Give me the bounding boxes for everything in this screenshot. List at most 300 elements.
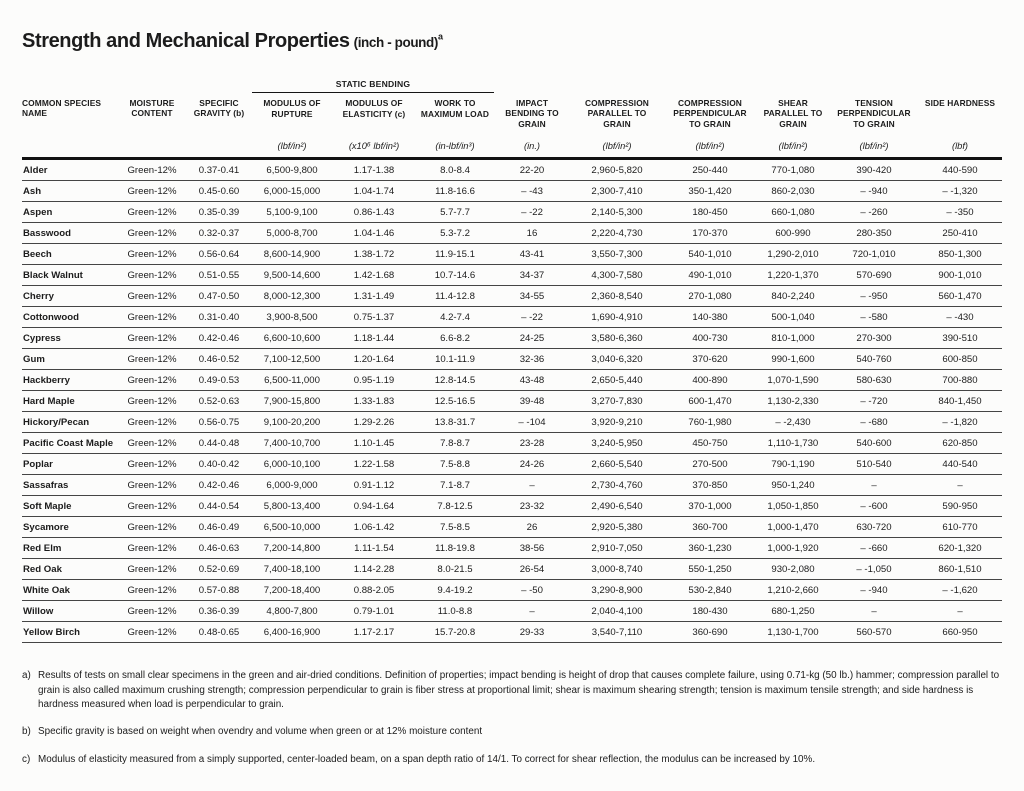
cell: 0.79-1.01	[332, 601, 416, 622]
cell: 5,100-9,100	[252, 202, 332, 223]
cell: 360-690	[664, 622, 756, 643]
species-name: Yellow Birch	[22, 622, 118, 643]
species-name: Beech	[22, 244, 118, 265]
cell: 1.04-1.74	[332, 181, 416, 202]
cell: 0.42-0.46	[186, 475, 252, 496]
cell: 2,960-5,820	[570, 159, 664, 181]
table-row	[22, 538, 1002, 559]
cell: 7.5-8.8	[416, 454, 494, 475]
cell: 0.91-1.12	[332, 475, 416, 496]
cell: 2,650-5,440	[570, 370, 664, 391]
cell: 8.0-21.5	[416, 559, 494, 580]
cell: 950-1,240	[756, 475, 830, 496]
species-name: Pacific Coast Maple	[22, 433, 118, 454]
column-unit	[118, 130, 186, 159]
table-row	[22, 370, 1002, 391]
cell: 700-880	[918, 370, 1002, 391]
cell: 0.32-0.37	[186, 223, 252, 244]
cell: – -950	[830, 286, 918, 307]
column-header: WORK TO MAXIMUM LOAD	[420, 98, 490, 119]
species-name: Ash	[22, 181, 118, 202]
cell: 15.7-20.8	[416, 622, 494, 643]
cell: Green-12%	[118, 159, 186, 181]
cell: 610-770	[918, 517, 1002, 538]
cell: 1,050-1,850	[756, 496, 830, 517]
cell: 370-850	[664, 475, 756, 496]
table-row	[22, 202, 1002, 223]
table-row	[22, 328, 1002, 349]
cell: 1,690-4,910	[570, 307, 664, 328]
group-header-spacer	[494, 79, 1002, 93]
cell: 6.6-8.2	[416, 328, 494, 349]
cell: – -1,620	[918, 580, 1002, 601]
column-headers-row	[22, 93, 1002, 131]
cell: Green-12%	[118, 622, 186, 643]
cell: 660-1,080	[756, 202, 830, 223]
table-row	[22, 580, 1002, 601]
cell: 6,500-9,800	[252, 159, 332, 181]
cell: Green-12%	[118, 538, 186, 559]
cell: 0.36-0.39	[186, 601, 252, 622]
cell: 2,220-4,730	[570, 223, 664, 244]
cell: 860-1,510	[918, 559, 1002, 580]
cell: 1.06-1.42	[332, 517, 416, 538]
cell: Green-12%	[118, 328, 186, 349]
species-name: Cypress	[22, 328, 118, 349]
cell: 1,130-1,700	[756, 622, 830, 643]
cell: 550-1,250	[664, 559, 756, 580]
cell: 1,070-1,590	[756, 370, 830, 391]
cell: 0.56-0.75	[186, 412, 252, 433]
cell: 600-1,470	[664, 391, 756, 412]
footnotes	[22, 669, 1002, 767]
cell: 1.17-1.38	[332, 159, 416, 181]
cell: 3,540-7,110	[570, 622, 664, 643]
cell: 3,580-6,360	[570, 328, 664, 349]
cell: 600-850	[918, 349, 1002, 370]
column-unit: (lbf)	[918, 130, 1002, 159]
cell: 810-1,000	[756, 328, 830, 349]
cell: Green-12%	[118, 433, 186, 454]
cell: 0.35-0.39	[186, 202, 252, 223]
cell: 790-1,190	[756, 454, 830, 475]
cell: 900-1,010	[918, 265, 1002, 286]
cell: 12.5-16.5	[416, 391, 494, 412]
cell: 140-380	[664, 307, 756, 328]
cell: 2,730-4,760	[570, 475, 664, 496]
cell: 270-1,080	[664, 286, 756, 307]
species-name: Alder	[22, 159, 118, 181]
cell: 2,920-5,380	[570, 517, 664, 538]
cell: 860-2,030	[756, 181, 830, 202]
column-header: SPECIFIC GRAVITY (b)	[193, 97, 245, 119]
table-row	[22, 391, 1002, 412]
species-name: Cottonwood	[22, 307, 118, 328]
cell: 6,600-10,600	[252, 328, 332, 349]
cell: 11.9-15.1	[416, 244, 494, 265]
cell: 9,500-14,600	[252, 265, 332, 286]
cell: 0.31-0.40	[186, 307, 252, 328]
cell: 34-55	[494, 286, 570, 307]
species-name: Poplar	[22, 454, 118, 475]
cell: 840-1,450	[918, 391, 1002, 412]
table-row	[22, 454, 1002, 475]
cell: – -720	[830, 391, 918, 412]
cell: –	[918, 601, 1002, 622]
cell: 590-950	[918, 496, 1002, 517]
cell: – -430	[918, 307, 1002, 328]
cell: 490-1,010	[664, 265, 756, 286]
cell: 32-36	[494, 349, 570, 370]
cell: 26	[494, 517, 570, 538]
cell: 370-620	[664, 349, 756, 370]
column-unit: (x10⁶ lbf/in²)	[332, 130, 416, 159]
table-row	[22, 622, 1002, 643]
cell: 9,100-20,200	[252, 412, 332, 433]
cell: 1.42-1.68	[332, 265, 416, 286]
table-row	[22, 181, 1002, 202]
cell: 7,100-12,500	[252, 349, 332, 370]
cell: 7,200-14,800	[252, 538, 332, 559]
table-header	[22, 79, 1002, 159]
cell: 990-1,600	[756, 349, 830, 370]
cell: 500-1,040	[756, 307, 830, 328]
cell: 0.57-0.88	[186, 580, 252, 601]
cell: 7.8-12.5	[416, 496, 494, 517]
cell: Green-12%	[118, 454, 186, 475]
cell: 0.48-0.65	[186, 622, 252, 643]
cell: 3,000-8,740	[570, 559, 664, 580]
cell: 7.8-8.7	[416, 433, 494, 454]
cell: 360-1,230	[664, 538, 756, 559]
footnote	[22, 669, 1002, 712]
table-row	[22, 475, 1002, 496]
cell: Green-12%	[118, 475, 186, 496]
cell: 1.22-1.58	[332, 454, 416, 475]
table-row	[22, 349, 1002, 370]
cell: 7,200-18,400	[252, 580, 332, 601]
cell: 23-32	[494, 496, 570, 517]
cell: 5,000-8,700	[252, 223, 332, 244]
column-header: MODULUS OF RUPTURE	[263, 98, 321, 119]
cell: 1,210-2,660	[756, 580, 830, 601]
cell: 620-850	[918, 433, 1002, 454]
cell: 1,130-2,330	[756, 391, 830, 412]
cell: 440-590	[918, 159, 1002, 181]
cell: 12.8-14.5	[416, 370, 494, 391]
cell: 3,900-8,500	[252, 307, 332, 328]
page-title-main: Strength and Mechanical Properties	[22, 30, 350, 52]
cell: 540-1,010	[664, 244, 756, 265]
column-unit: (lbf/in²)	[252, 130, 332, 159]
cell: 1.31-1.49	[332, 286, 416, 307]
column-unit: (lbf/in²)	[830, 130, 918, 159]
cell: – -660	[830, 538, 918, 559]
cell: 6,000-15,000	[252, 181, 332, 202]
cell: 510-540	[830, 454, 918, 475]
cell: 1,000-1,920	[756, 538, 830, 559]
species-name: Hickory/Pecan	[22, 412, 118, 433]
cell: 3,550-7,300	[570, 244, 664, 265]
species-name: Hackberry	[22, 370, 118, 391]
cell: 23-28	[494, 433, 570, 454]
cell: – -680	[830, 412, 918, 433]
cell: 5.3-7.2	[416, 223, 494, 244]
cell: 7.5-8.5	[416, 517, 494, 538]
cell: 1,110-1,730	[756, 433, 830, 454]
cell: 0.49-0.53	[186, 370, 252, 391]
cell: 34-37	[494, 265, 570, 286]
table-row	[22, 433, 1002, 454]
cell: 4.2-7.4	[416, 307, 494, 328]
cell: 22-20	[494, 159, 570, 181]
cell: Green-12%	[118, 244, 186, 265]
cell: 7,400-18,100	[252, 559, 332, 580]
cell: – -1,320	[918, 181, 1002, 202]
cell: 1.11-1.54	[332, 538, 416, 559]
table-row	[22, 286, 1002, 307]
cell: 850-1,300	[918, 244, 1002, 265]
footnote-text: Results of tests on small clear specimens in the green and air-dried conditions. Definition of properties; impact bending is height of drop that causes complete failure, using 0.71-kg (50 lb.) hammer; compression parallel to grain is also called maximum crushing strength; compression perpendicular to grain is fiber stress at proportional limit; shear is maximum shearing strength; tension is maximum tensile strength; and side hardness is hardness measured when load is perpendicular to grain.	[38, 670, 1000, 710]
cell: – -43	[494, 181, 570, 202]
cell: 1,000-1,470	[756, 517, 830, 538]
cell: 350-1,420	[664, 181, 756, 202]
cell: Green-12%	[118, 370, 186, 391]
table-row	[22, 223, 1002, 244]
species-name: Sassafras	[22, 475, 118, 496]
cell: 3,290-8,900	[570, 580, 664, 601]
cell: 1.10-1.45	[332, 433, 416, 454]
cell: – -350	[918, 202, 1002, 223]
cell: Green-12%	[118, 349, 186, 370]
properties-table	[22, 79, 1002, 643]
cell: 580-630	[830, 370, 918, 391]
cell: 400-730	[664, 328, 756, 349]
cell: 540-760	[830, 349, 918, 370]
species-name: Willow	[22, 601, 118, 622]
static-bending-group-header: STATIC BENDING	[252, 79, 494, 93]
cell: Green-12%	[118, 223, 186, 244]
cell: 1.20-1.64	[332, 349, 416, 370]
cell: Green-12%	[118, 265, 186, 286]
cell: 1.33-1.83	[332, 391, 416, 412]
cell: Green-12%	[118, 496, 186, 517]
cell: 180-430	[664, 601, 756, 622]
cell: 180-450	[664, 202, 756, 223]
cell: 250-410	[918, 223, 1002, 244]
cell: 3,040-6,320	[570, 349, 664, 370]
cell: 0.52-0.69	[186, 559, 252, 580]
cell: 2,660-5,540	[570, 454, 664, 475]
cell: 0.46-0.52	[186, 349, 252, 370]
cell: –	[830, 601, 918, 622]
cell: 6,000-10,100	[252, 454, 332, 475]
footnote-text: Modulus of elasticity measured from a simply supported, center-loaded beam, on a span depth ratio of 14/1. To correct for shear reflection, the modulus can be increased by 10%.	[38, 753, 816, 765]
cell: 0.51-0.55	[186, 265, 252, 286]
column-unit: (lbf/in²)	[664, 130, 756, 159]
cell: 540-600	[830, 433, 918, 454]
page-title	[22, 30, 1002, 53]
page-title-suffix: (inch - pound)	[353, 35, 438, 50]
cell: 0.52-0.63	[186, 391, 252, 412]
cell: Green-12%	[118, 202, 186, 223]
cell: 450-750	[664, 433, 756, 454]
cell: 400-890	[664, 370, 756, 391]
cell: 0.42-0.46	[186, 328, 252, 349]
cell: 43-48	[494, 370, 570, 391]
cell: 24-26	[494, 454, 570, 475]
cell: 3,240-5,950	[570, 433, 664, 454]
cell: Green-12%	[118, 307, 186, 328]
cell: 11.4-12.8	[416, 286, 494, 307]
footnote	[22, 725, 1002, 739]
cell: 1.18-1.44	[332, 328, 416, 349]
cell: –	[494, 475, 570, 496]
cell: 0.95-1.19	[332, 370, 416, 391]
cell: 0.45-0.60	[186, 181, 252, 202]
species-name: Cherry	[22, 286, 118, 307]
cell: 6,500-10,000	[252, 517, 332, 538]
cell: 4,800-7,800	[252, 601, 332, 622]
footnote-marker: c)	[22, 753, 31, 765]
cell: 11.0-8.8	[416, 601, 494, 622]
footnote-marker: b)	[22, 726, 31, 738]
table-row	[22, 601, 1002, 622]
table-row	[22, 559, 1002, 580]
cell: 280-350	[830, 223, 918, 244]
cell: 11.8-16.6	[416, 181, 494, 202]
footnote-text: Specific gravity is based on weight when ovendry and volume when green or at 12% moisture content	[38, 726, 483, 738]
column-header: MODULUS OF ELASTICITY (c)	[342, 98, 406, 119]
cell: 10.7-14.6	[416, 265, 494, 286]
cell: 7,400-10,700	[252, 433, 332, 454]
cell: 560-570	[830, 622, 918, 643]
column-header: SHEAR PARALLEL TO GRAIN	[763, 97, 823, 130]
cell: 270-500	[664, 454, 756, 475]
table-body	[22, 159, 1002, 643]
cell: 16	[494, 223, 570, 244]
cell: 530-2,840	[664, 580, 756, 601]
cell: 270-300	[830, 328, 918, 349]
cell: –	[830, 475, 918, 496]
cell: 570-690	[830, 265, 918, 286]
table-row	[22, 307, 1002, 328]
cell: 440-540	[918, 454, 1002, 475]
cell: 6,000-9,000	[252, 475, 332, 496]
footnote-marker: a)	[22, 670, 31, 682]
cell: Green-12%	[118, 181, 186, 202]
table-row	[22, 412, 1002, 433]
cell: 1,220-1,370	[756, 265, 830, 286]
cell: 3,920-9,210	[570, 412, 664, 433]
cell: 8.0-8.4	[416, 159, 494, 181]
cell: 8,600-14,900	[252, 244, 332, 265]
cell: 1,290-2,010	[756, 244, 830, 265]
cell: 7.1-8.7	[416, 475, 494, 496]
cell: – -260	[830, 202, 918, 223]
cell: 4,300-7,580	[570, 265, 664, 286]
cell: 0.86-1.43	[332, 202, 416, 223]
species-name: Soft Maple	[22, 496, 118, 517]
cell: 0.47-0.50	[186, 286, 252, 307]
cell: 250-440	[664, 159, 756, 181]
cell: 0.46-0.63	[186, 538, 252, 559]
cell: – -1,050	[830, 559, 918, 580]
cell: – -50	[494, 580, 570, 601]
cell: 5,800-13,400	[252, 496, 332, 517]
column-header: COMMON SPECIES NAME	[22, 97, 102, 119]
cell: 0.44-0.48	[186, 433, 252, 454]
cell: 680-1,250	[756, 601, 830, 622]
species-name: Red Elm	[22, 538, 118, 559]
cell: 630-720	[830, 517, 918, 538]
cell: 600-990	[756, 223, 830, 244]
species-name: Red Oak	[22, 559, 118, 580]
cell: 8,000-12,300	[252, 286, 332, 307]
page-title-footnote-ref: a	[437, 31, 443, 42]
cell: 0.37-0.41	[186, 159, 252, 181]
cell: 0.56-0.64	[186, 244, 252, 265]
cell: 9.4-19.2	[416, 580, 494, 601]
cell: 6,500-11,000	[252, 370, 332, 391]
cell: 760-1,980	[664, 412, 756, 433]
cell: – -580	[830, 307, 918, 328]
cell: – -104	[494, 412, 570, 433]
cell: 7,900-15,800	[252, 391, 332, 412]
cell: 24-25	[494, 328, 570, 349]
cell: 770-1,080	[756, 159, 830, 181]
cell: 10.1-11.9	[416, 349, 494, 370]
cell: –	[494, 601, 570, 622]
cell: 930-2,080	[756, 559, 830, 580]
column-unit: (in-lbf/in³)	[416, 130, 494, 159]
column-unit: (lbf/in²)	[570, 130, 664, 159]
cell: 1.04-1.46	[332, 223, 416, 244]
cell: – -600	[830, 496, 918, 517]
species-name: Hard Maple	[22, 391, 118, 412]
table-row	[22, 496, 1002, 517]
cell: 620-1,320	[918, 538, 1002, 559]
cell: Green-12%	[118, 286, 186, 307]
cell: 38-56	[494, 538, 570, 559]
cell: 2,360-8,540	[570, 286, 664, 307]
column-header: COMPRESSION PERPENDICULAR TO GRAIN	[673, 97, 747, 130]
cell: – -2,430	[756, 412, 830, 433]
cell: 0.75-1.37	[332, 307, 416, 328]
cell: –	[918, 475, 1002, 496]
cell: 840-2,240	[756, 286, 830, 307]
group-header-row	[22, 79, 1002, 93]
cell: Green-12%	[118, 559, 186, 580]
cell: Green-12%	[118, 391, 186, 412]
cell: 390-510	[918, 328, 1002, 349]
cell: – -940	[830, 181, 918, 202]
cell: Green-12%	[118, 412, 186, 433]
cell: 0.44-0.54	[186, 496, 252, 517]
cell: – -940	[830, 580, 918, 601]
table-row	[22, 517, 1002, 538]
species-name: Aspen	[22, 202, 118, 223]
cell: 370-1,000	[664, 496, 756, 517]
column-header: TENSION PERPENDICULAR TO GRAIN	[837, 97, 911, 130]
cell: 170-370	[664, 223, 756, 244]
cell: 2,040-4,100	[570, 601, 664, 622]
column-header: COMPRESSION PARALLEL TO GRAIN	[585, 97, 649, 130]
species-name: White Oak	[22, 580, 118, 601]
cell: 11.8-19.8	[416, 538, 494, 559]
cell: 0.46-0.49	[186, 517, 252, 538]
cell: – -22	[494, 307, 570, 328]
